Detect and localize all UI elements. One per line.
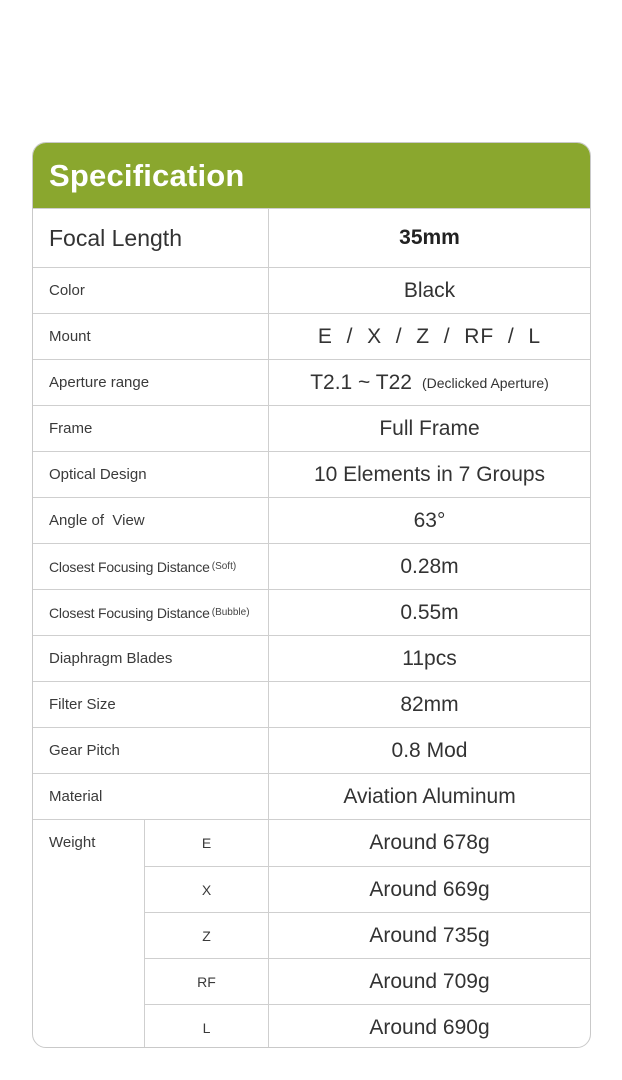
diaphragm-blades-label: Diaphragm Blades (33, 636, 269, 681)
weight-row-l (145, 1004, 590, 1048)
weight-mount-e: E (145, 820, 269, 866)
row-optical-design (33, 451, 590, 497)
weight-label: Weight (33, 820, 145, 1048)
row-focal-length (33, 208, 590, 267)
aperture-note: (Declicked Aperture) (421, 374, 549, 391)
filter-size-value: 82mm (400, 692, 459, 716)
weight-mount-x: X (145, 867, 269, 912)
row-frame (33, 405, 590, 451)
row-gear-pitch (33, 727, 590, 773)
mount-label: Mount (33, 314, 269, 359)
closest-focus-bubble-label: Closest Focusing Distance (49, 604, 210, 621)
mount-value: E / X / Z / RF / L (317, 324, 542, 348)
material-label: Material (33, 774, 269, 819)
row-color (33, 267, 590, 313)
closest-focus-bubble-label-cell (33, 590, 269, 635)
gear-pitch-label: Gear Pitch (33, 728, 269, 773)
aperture-range-cell (269, 360, 590, 405)
aperture-range-value: T2.1 ~ T22 (310, 370, 412, 394)
focal-length-label: Focal Length (33, 209, 269, 267)
weight-section (33, 819, 590, 1048)
specification-table (32, 142, 591, 1048)
angle-of-view-label: Angle of View (33, 498, 269, 543)
weight-value-e: Around 678g (369, 831, 490, 854)
row-closest-focus-bubble (33, 589, 590, 635)
weight-value-z: Around 735g (369, 923, 490, 947)
optical-design-label: Optical Design (33, 452, 269, 497)
weight-value-rf: Around 709g (369, 969, 490, 993)
filter-size-label: Filter Size (33, 682, 269, 727)
closest-focus-bubble-value: 0.55m (400, 600, 459, 624)
weight-mount-l: L (145, 1005, 269, 1048)
row-filter-size (33, 681, 590, 727)
row-diaphragm-blades (33, 635, 590, 681)
weight-value-x: Around 669g (369, 877, 490, 901)
material-value: Aviation Aluminum (343, 784, 516, 808)
weight-row-z (145, 912, 590, 958)
table-title: Specification (49, 157, 245, 193)
weight-mount-z: Z (145, 913, 269, 958)
closest-focus-soft-note: (Soft) (211, 561, 237, 572)
closest-focus-bubble-note: (Bubble) (211, 607, 250, 618)
gear-pitch-value: 0.8 Mod (391, 738, 468, 762)
aperture-range-label: Aperture range (33, 360, 269, 405)
row-material (33, 773, 590, 819)
closest-focus-soft-label-cell (33, 544, 269, 589)
weight-rows (145, 820, 590, 1048)
closest-focus-soft-label: Closest Focusing Distance (49, 558, 210, 575)
focal-length-value: 35mm (399, 226, 460, 249)
color-label: Color (33, 268, 269, 313)
weight-value-l: Around 690g (369, 1015, 490, 1039)
row-aperture-range (33, 359, 590, 405)
color-value: Black (403, 278, 456, 302)
row-angle-of-view (33, 497, 590, 543)
frame-label: Frame (33, 406, 269, 451)
weight-mount-rf: RF (145, 959, 269, 1004)
optical-design-value: 10 Elements in 7 Groups (313, 462, 546, 486)
weight-row-e (145, 820, 590, 866)
table-header (33, 143, 590, 208)
weight-row-rf (145, 958, 590, 1004)
weight-row-x (145, 866, 590, 912)
diaphragm-blades-value: 11pcs (402, 646, 457, 670)
row-closest-focus-soft (33, 543, 590, 589)
row-mount (33, 313, 590, 359)
angle-of-view-value: 63° (413, 508, 446, 532)
closest-focus-soft-value: 0.28m (400, 554, 459, 578)
frame-value: Full Frame (379, 416, 480, 440)
